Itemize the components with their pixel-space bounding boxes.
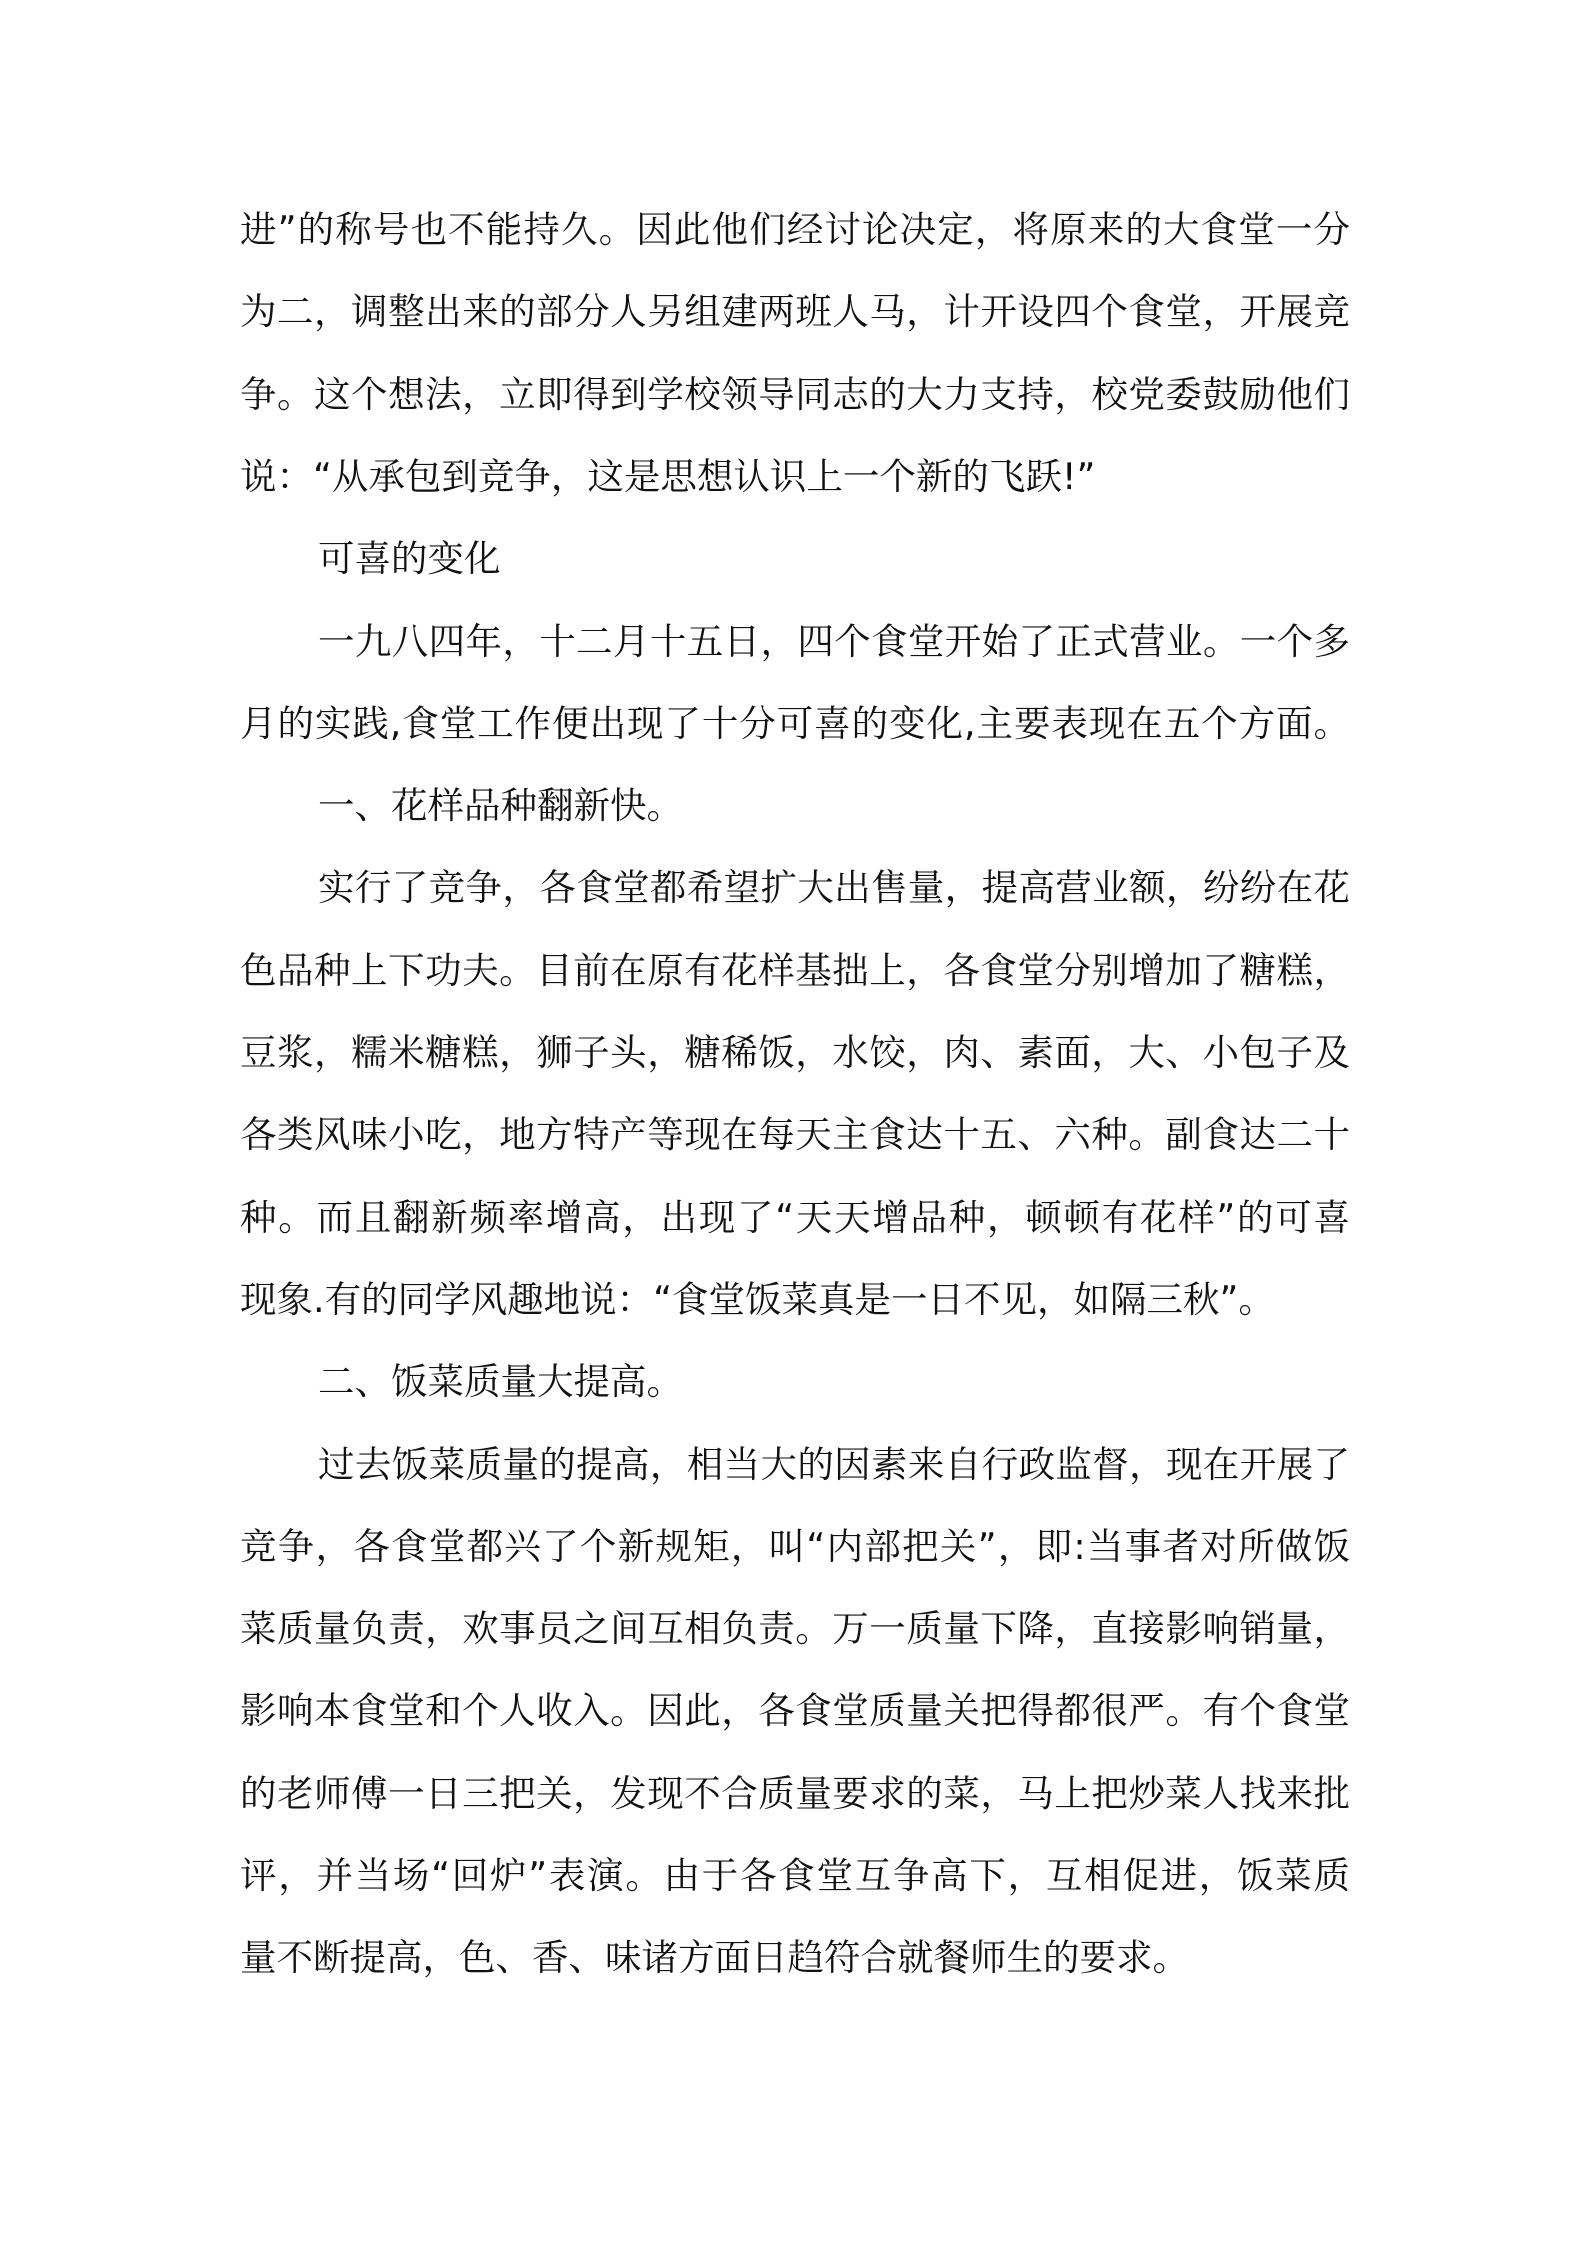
text-line: 争。这个想法，立即得到学校领导同志的大力支持，校党委鼓励他们: [240, 372, 1350, 416]
text-line: 种。而且翻新频率增高，出现了“天天增品种，顿顿有花样”的可喜: [240, 1195, 1350, 1239]
text-line: 为二，调整出来的部分人另组建两班人马，计开设四个食堂，开展竞: [240, 290, 1350, 334]
text-line: 竞争，各食堂都兴了个新规矩，叫“内部把关”，即:当事者对所做饭: [240, 1524, 1350, 1568]
text-line: 的老师傅一日三把关，发现不合质量要求的菜，马上把炒菜人找来批: [240, 1771, 1350, 1815]
text-line: 各类风味小吃，地方特产等现在每天主食达十五、六种。副食达二十: [240, 1113, 1350, 1157]
text-line: 量不断提高，色、香、味诸方面日趋符合就餐师生的要求。: [240, 1936, 1189, 1980]
text-line: 现象.有的同学风趣地说：“食堂饭菜真是一日不见，如隔三秋”。: [240, 1277, 1275, 1321]
text-line: 影响本食堂和个人收入。因此，各食堂质量关把得都很严。有个食堂: [240, 1689, 1350, 1733]
text-line: 一九八四年，十二月十五日，四个食堂开始了正式营业。一个多: [318, 619, 1350, 663]
text-line: 可喜的变化: [318, 537, 501, 581]
text-line: 说：“从承包到竞争，这是思想认识上一个新的飞跃!”: [240, 454, 1096, 498]
text-line: 菜质量负责，欢事员之间互相负责。万一质量下降，直接影响销量，: [240, 1607, 1350, 1651]
text-line: 一、花样品种翻新快。: [318, 784, 683, 828]
text-line: 进”的称号也不能持久。因此他们经讨论决定，将原来的大食堂一分: [240, 208, 1350, 251]
text-line: 实行了竞争，各食堂都希望扩大出售量，提高营业额，纷纷在花: [318, 866, 1350, 910]
text-line: 豆浆，糯米糖糕，狮子头，糖稀饭，水饺，肉、素面，大、小包子及: [240, 1031, 1350, 1074]
text-line: 月的实践,食堂工作便出现了十分可喜的变化,主要表现在五个方面。: [240, 701, 1350, 745]
text-line: 色品种上下功夫。目前在原有花样基拙上，各食堂分别增加了糖糕，: [240, 948, 1350, 992]
text-line: 二、饭菜质量大提高。: [318, 1360, 683, 1404]
text-line: 评，并当场“回炉”表演。由于各食堂互争高下，互相促进，饭菜质: [240, 1854, 1350, 1897]
text-line: 过去饭菜质量的提高，相当大的因素来自行政监督，现在开展了: [318, 1442, 1350, 1486]
